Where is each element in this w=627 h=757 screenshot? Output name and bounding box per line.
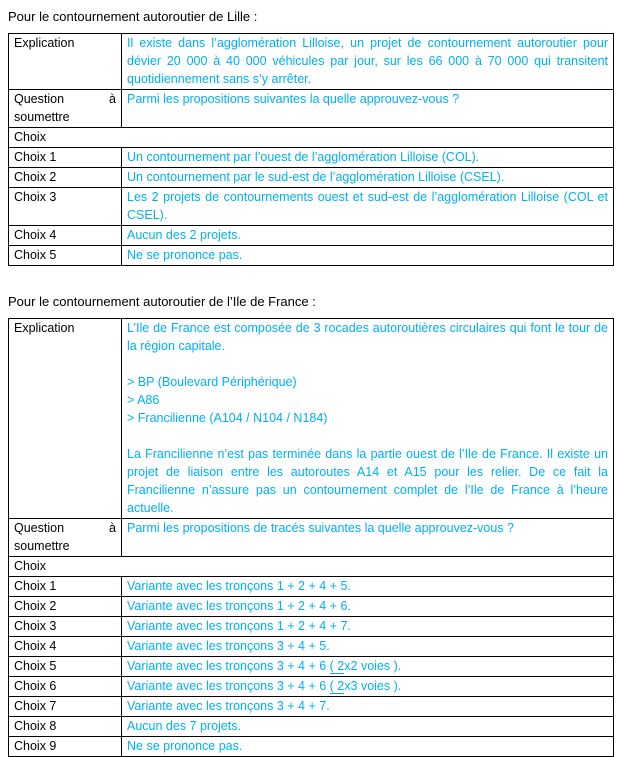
question-text: Parmi les propositions de tracés suivantes la quelle approuvez-vous ? [122,519,614,557]
question-label: Question à soumettre [9,519,122,557]
section-heading-lille: Pour le contournement autoroutier de Lille : [8,9,258,24]
table-row-choix-header [9,128,614,148]
choix-header-label: Choix [9,557,614,577]
section-heading-ile-de-france: Pour le contournement autoroutier de l’Ile de France : [8,294,316,309]
choix-header-label: Choix [9,128,614,148]
choix-label: Choix 7 [9,697,122,717]
blank-line [127,427,608,445]
choix-text: Variante avec les tronçons 3 + 4 + 5. [122,637,614,657]
table-row-choix-2 [9,597,614,617]
table-ile-de-france [8,318,614,757]
table-row-choix-header [9,557,614,577]
table-row-choix-1 [9,577,614,597]
table-row-choix-2 [9,168,614,188]
table-row-choix-9 [9,737,614,757]
choix-text-prefix: Variante avec les tronçons 3 + 4 + 6 [127,659,330,673]
choix-text-suffix: x2 voies ). [344,659,402,673]
choix-text: Aucun des 2 projets. [122,226,614,246]
choix-text: Ne se prononce pas. [122,737,614,757]
question-text: Parmi les propositions suivantes la quelle approuvez-vous ? [122,90,614,128]
table-lille [8,33,614,266]
table-row-explication [9,319,614,519]
table-row-choix-4 [9,226,614,246]
explication-text [122,319,614,519]
choix-text [122,657,614,677]
grammar-check-underline: ( 2 [329,679,345,693]
choix-text: Un contournement par le sud-est de l’agglomération Lilloise (CSEL). [122,168,614,188]
explication-paragraph: L’Ile de France est composée de 3 rocades autoroutières circulaires qui font le tour de la région capitale. [127,321,608,353]
choix-text-prefix: Variante avec les tronçons 3 + 4 + 6 [127,679,330,693]
choix-text: Variante avec les tronçons 1 + 2 + 4 + 7. [122,617,614,637]
choix-text: Variante avec les tronçons 1 + 2 + 4 + 6. [122,597,614,617]
choix-label: Choix 3 [9,617,122,637]
choix-label: Choix 5 [9,246,122,266]
document-page [8,8,616,757]
choix-label: Choix 1 [9,148,122,168]
table-row-choix-8 [9,717,614,737]
choix-label: Choix 1 [9,577,122,597]
choix-text: Ne se prononce pas. [122,246,614,266]
choix-text-suffix: x3 voies ). [344,679,402,693]
choix-label: Choix 4 [9,637,122,657]
table-row-choix-4 [9,637,614,657]
grammar-check-underline: ( 2 [329,659,345,673]
table-row-choix-3 [9,188,614,226]
choix-label: Choix 2 [9,168,122,188]
blank-line [127,355,608,373]
question-label: Question à soumettre [9,90,122,128]
table-row-choix-6 [9,677,614,697]
table-row-choix-5 [9,657,614,677]
table-row-choix-5 [9,246,614,266]
choix-label: Choix 8 [9,717,122,737]
explication-list-item: > BP (Boulevard Périphérique) [127,375,297,389]
explication-label: Explication [9,34,122,90]
explication-paragraph: La Francilienne n’est pas terminée dans la partie ouest de l’Ile de France. Il existe un projet de liaison entre les autoroutes A14 et A15 pour les relier. De ce fait la Francilienne n’assure pas un contournement complet de l’Ile de France à l’heure actuelle. [127,447,608,515]
choix-text: Les 2 projets de contournements ouest et sud-est de l’agglomération Lilloise (COL et CSEL). [122,188,614,226]
choix-text: Variante avec les tronçons 3 + 4 + 7. [122,697,614,717]
choix-label: Choix 3 [9,188,122,226]
choix-label: Choix 5 [9,657,122,677]
table-row-choix-3 [9,617,614,637]
table-row-choix-1 [9,148,614,168]
choix-text [122,677,614,697]
explication-list-item: > Francilienne (A104 / N104 / N184) [127,411,328,425]
explication-label: Explication [9,319,122,519]
choix-text: Aucun des 7 projets. [122,717,614,737]
table-row-question [9,90,614,128]
table-row-question [9,519,614,557]
choix-text: Variante avec les tronçons 1 + 2 + 4 + 5. [122,577,614,597]
explication-list-item: > A86 [127,393,160,407]
table-row-explication [9,34,614,90]
choix-text: Un contournement par l’ouest de l’agglomération Lilloise (COL). [122,148,614,168]
choix-label: Choix 6 [9,677,122,697]
explication-text: Il existe dans l’agglomération Lilloise, un projet de contournement autoroutier pour dévier 20 000 à 40 000 véhicules par jour, sur les 66 000 à 70 000 qui transitent quotidiennement sans s’y arrêter. [122,34,614,90]
choix-label: Choix 9 [9,737,122,757]
table-row-choix-7 [9,697,614,717]
choix-label: Choix 4 [9,226,122,246]
choix-label: Choix 2 [9,597,122,617]
